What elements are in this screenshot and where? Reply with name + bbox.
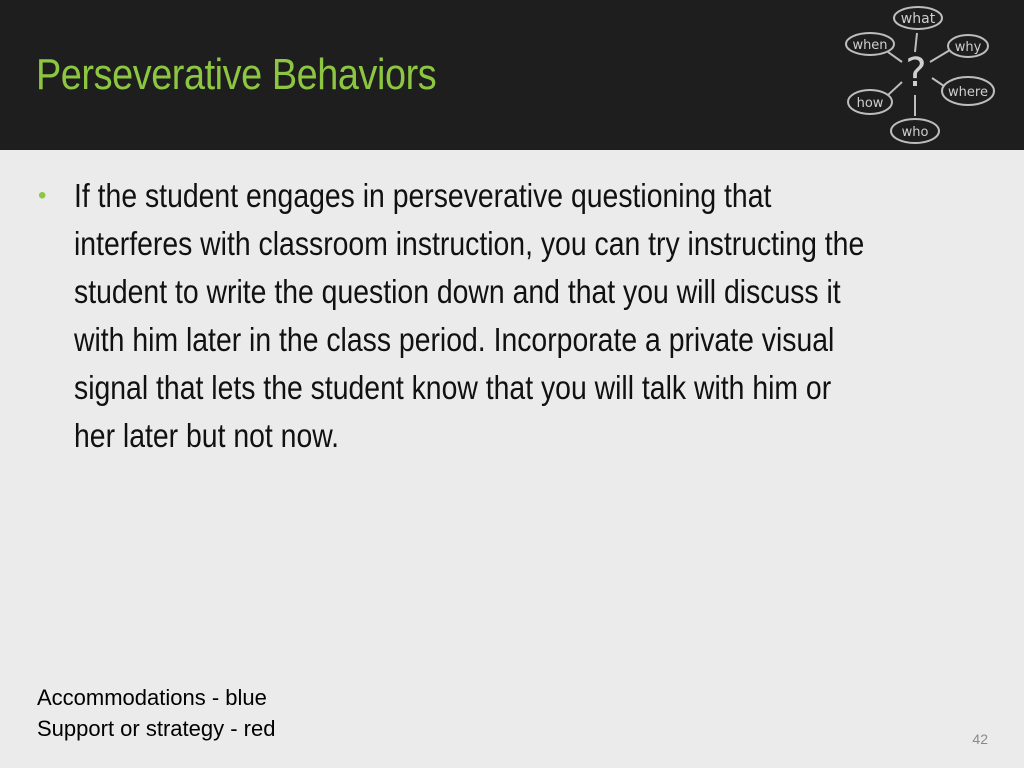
word-what: what xyxy=(900,11,936,27)
arrow-where xyxy=(932,78,944,86)
word-how: how xyxy=(856,96,884,111)
arrow-why xyxy=(930,50,950,62)
question-mark-icon: ? xyxy=(905,50,927,96)
word-who: who xyxy=(901,125,929,140)
slide-title: Perseverative Behaviors xyxy=(36,50,437,99)
arrow-how xyxy=(888,82,902,95)
color-legend xyxy=(37,682,275,744)
list-item xyxy=(38,172,998,460)
bullet-marker: • xyxy=(38,182,47,209)
bullet-list xyxy=(38,172,998,460)
word-when: when xyxy=(852,38,888,53)
bullet-text: If the student engages in perseverative questioning that interferes with classroom instruction, you can try instructing the student to write the question down and that you will discuss it with him later in the class period. Incorporate a private visual signal that lets the student know that you will talk with him or her later but not now. xyxy=(74,177,865,454)
arrow-when xyxy=(888,52,902,62)
word-why: why xyxy=(954,40,982,55)
page-number: 42 xyxy=(972,731,988,747)
legend-support-strategy: Support or strategy - red xyxy=(37,716,276,741)
word-where: where xyxy=(948,85,988,100)
question-words-chalk-illustration xyxy=(820,0,1024,200)
legend-accommodations: Accommodations - blue xyxy=(37,685,267,710)
